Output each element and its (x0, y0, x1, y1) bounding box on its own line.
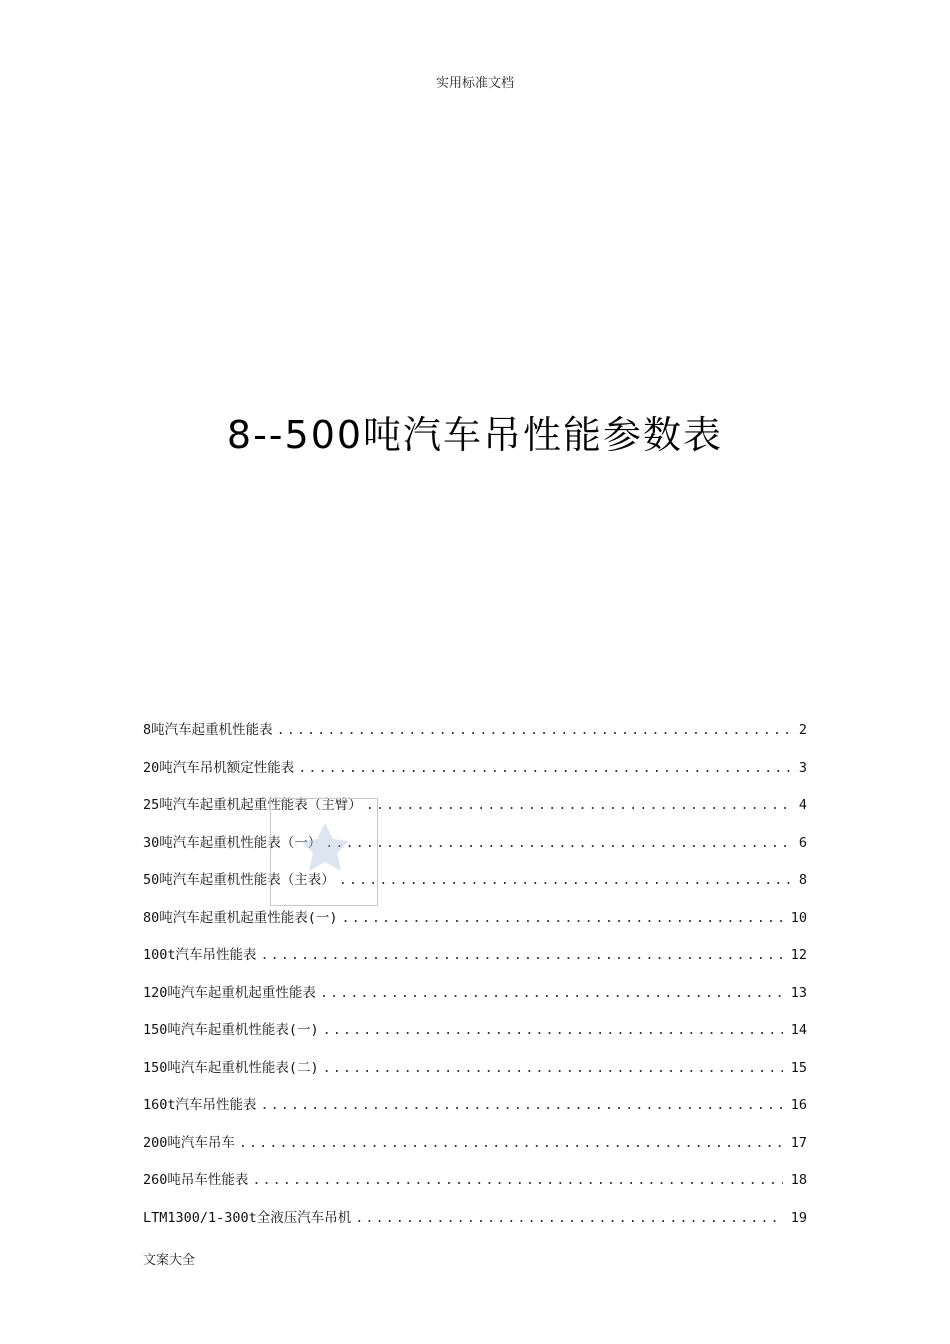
toc-entry-label: 150吨汽车起重机性能表(二) (143, 1059, 319, 1076)
toc-entry[interactable] (143, 1056, 807, 1094)
toc-entry-label: 120吨汽车起重机起重性能表 (143, 984, 316, 1001)
toc-entry[interactable] (143, 943, 807, 981)
toc-entry-label: 100t汽车吊性能表 (143, 947, 257, 963)
toc-entry-page: 4 (798, 797, 807, 813)
toc-entry[interactable] (143, 756, 807, 794)
toc-leader-dots (323, 1022, 783, 1038)
toc-leader-dots (320, 985, 783, 1001)
toc-entry[interactable] (143, 831, 807, 869)
toc-leader-dots (325, 835, 791, 851)
toc-entry-page: 15 (790, 1059, 807, 1076)
toc-leader-dots (323, 1060, 783, 1076)
toc-entry-page: 12 (790, 947, 807, 963)
toc-entry-page: 13 (790, 984, 807, 1001)
toc-entry-page: 19 (790, 1209, 807, 1226)
toc-entry-label: 20吨汽车吊机额定性能表 (143, 759, 295, 776)
document-title: 8--500吨汽车吊性能参数表 (226, 413, 724, 457)
watermark-emblem-icon (299, 821, 351, 873)
toc-entry[interactable] (143, 1093, 807, 1131)
toc-entry-page: 8 (798, 872, 807, 888)
toc-entry[interactable] (143, 1131, 807, 1169)
toc-entry-page: 3 (798, 759, 807, 776)
toc-entry[interactable] (143, 718, 807, 756)
toc-entry-label: 80吨汽车起重机起重性能表(一) (143, 909, 338, 926)
toc-entry-page: 14 (790, 1022, 807, 1038)
toc-leader-dots (261, 947, 783, 963)
toc-entry-label: 160t汽车吊性能表 (143, 1097, 257, 1113)
toc-leader-dots (339, 872, 791, 888)
page-footer: 文案大全 (143, 1253, 196, 1268)
toc-leader-dots (277, 722, 791, 738)
toc-leader-dots (298, 760, 791, 776)
toc-leader-dots (355, 1210, 782, 1226)
toc-leader-dots (252, 1172, 782, 1188)
toc-entry-page: 18 (790, 1172, 807, 1188)
toc-entry[interactable] (143, 868, 807, 906)
toc-entry-label: 50吨汽车起重机性能表（主表） (143, 872, 335, 888)
toc-leader-dots (366, 797, 791, 813)
toc-entry-label: 8吨汽车起重机性能表 (143, 722, 273, 738)
toc-entry[interactable] (143, 1168, 807, 1206)
toc-entry-label: LTM1300/1-300t全液压汽车吊机 (143, 1209, 352, 1226)
toc-entry-page: 2 (798, 722, 807, 738)
toc-entry-page: 17 (790, 1134, 807, 1151)
toc-entry-label: 200吨汽车吊车 (143, 1134, 235, 1151)
toc-leader-dots (239, 1135, 783, 1151)
table-of-contents (143, 718, 807, 1243)
toc-entry-page: 10 (790, 909, 807, 926)
toc-entry[interactable] (143, 906, 807, 944)
toc-entry[interactable] (143, 1206, 807, 1244)
page-header: 实用标准文档 (435, 76, 514, 91)
toc-leader-dots (342, 910, 783, 926)
toc-entry-label: 150吨汽车起重机性能表(一) (143, 1022, 319, 1038)
toc-leader-dots (261, 1097, 783, 1113)
toc-entry-label: 30吨汽车起重机性能表（一） (143, 834, 322, 851)
toc-entry-page: 6 (798, 834, 807, 851)
toc-entry[interactable] (143, 793, 807, 831)
toc-entry[interactable] (143, 1018, 807, 1056)
toc-entry-label: 25吨汽车起重机起重性能表（主臂） (143, 797, 362, 813)
toc-entry[interactable] (143, 981, 807, 1019)
toc-entry-label: 260吨吊车性能表 (143, 1172, 249, 1188)
watermark-box (270, 798, 378, 906)
toc-entry-page: 16 (790, 1097, 807, 1113)
